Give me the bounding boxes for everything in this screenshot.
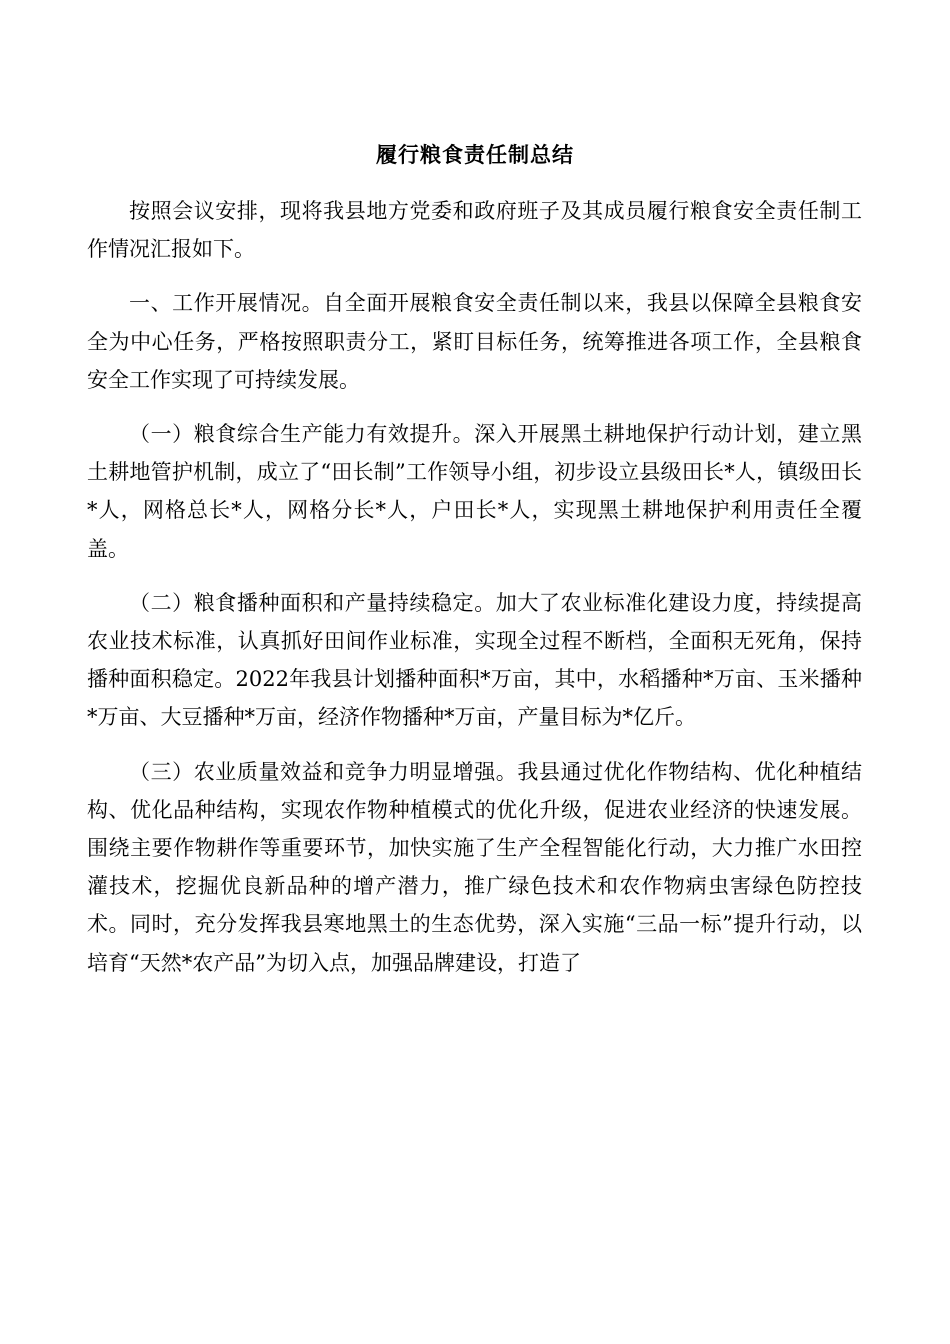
paragraph-item-three: （三）农业质量效益和竞争力明显增强。我县通过优化作物结构、优化种植结构、优化品种结构，实现农作物种植模式的优化升级，促进农业经济的快速发展。围绕主要作物耕作等重要环节，加快实施了生产全程智能化行动，大力推广水田控灌技术，挖掘优良新品种的增产潜力，推广绿色技术和农作物病虫害绿色防控技术。同时，充分发挥我县寒地黑土的生态优势，深入实施“三品一标”提升行动，以培育“天然*农产品”为切入点，加强品牌建设，打造了 xyxy=(87,759,862,975)
paragraph-intro: 按照会议安排，现将我县地方党委和政府班子及其成员履行粮食安全责任制工作情况汇报如下。 xyxy=(87,199,862,262)
document-title: 履行粮食责任制总结 xyxy=(376,143,574,167)
paragraph-item-two: （二）粮食播种面积和产量持续稳定。加大了农业标准化建设力度，持续提高农业技术标准，认真抓好田间作业标准，实现全过程不断档，全面积无死角，保持播种面积稳定。2022年我县计划播种面积*万亩，其中，水稻播种*万亩、玉米播种*万亩、大豆播种*万亩，经济作物播种*万亩，产量目标为*亿斤。 xyxy=(87,590,862,730)
paragraph-item-one: （一）粮食综合生产能力有效提升。深入开展黑土耕地保护行动计划，建立黑土耕地管护机制，成立了“田长制”工作领导小组，初步设立县级田长*人，镇级田长*人，网格总长*人，网格分长*人，户田长*人，实现黑土耕地保护利用责任全覆盖。 xyxy=(87,422,862,561)
document-body xyxy=(87,192,862,998)
paragraph-section-one: 一、工作开展情况。自全面开展粮食安全责任制以来，我县以保障全县粮食安全为中心任务，严格按照职责分工，紧盯目标任务，统筹推进各项工作，全县粮食安全工作实现了可持续发展。 xyxy=(87,291,862,392)
